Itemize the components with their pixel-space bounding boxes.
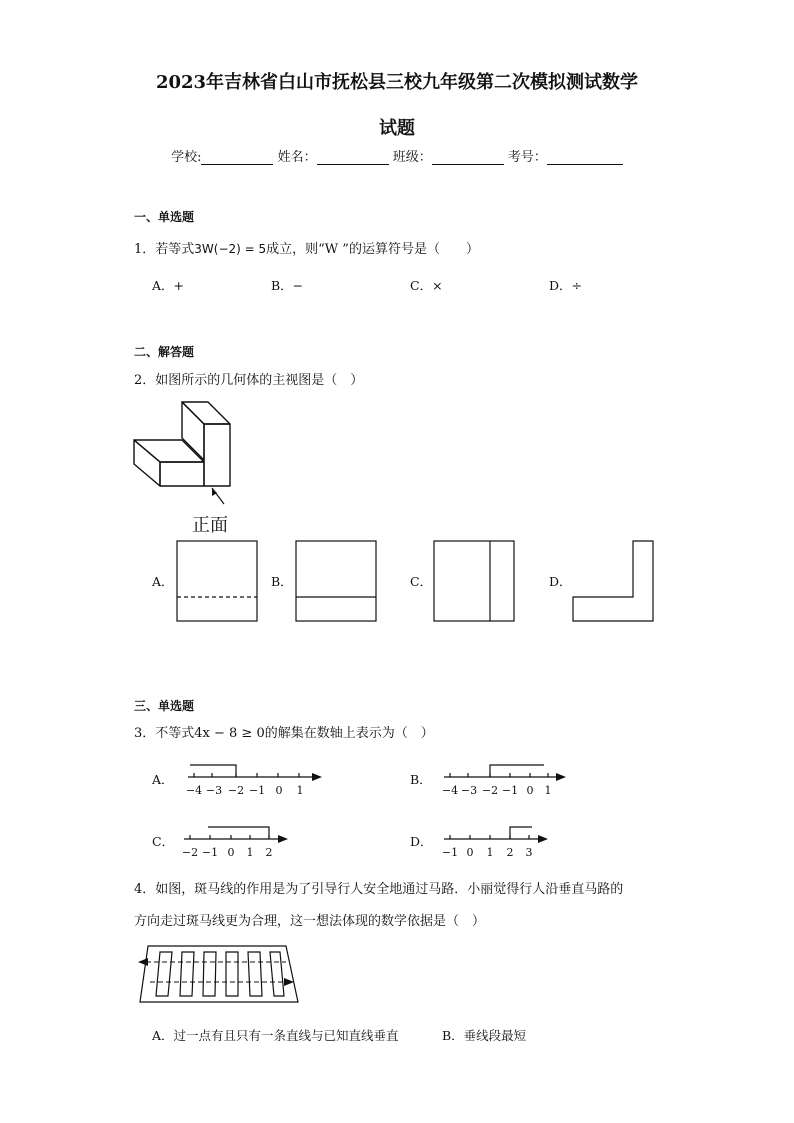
section-heading: 三、单选题 xyxy=(134,699,195,713)
q3-number-line-a[interactable] xyxy=(184,758,324,798)
name-blank[interactable] xyxy=(317,150,389,165)
tick-label: 1 xyxy=(296,784,304,797)
tick-label: −2 xyxy=(227,784,245,797)
question-2: 2．如图所示的几何体的主视图是（ ） xyxy=(134,373,364,388)
q3-option-c-label[interactable]: C． xyxy=(152,834,175,849)
q2-option-d-label[interactable]: D． xyxy=(549,574,572,589)
front-view-label: 正面 xyxy=(192,515,228,536)
tick-label: 0 xyxy=(227,846,235,859)
tick-label: −1 xyxy=(441,846,459,859)
question-4-line1: 4．如图，斑马线的作用是为了引导行人安全地通过马路．小丽觉得行人沿垂直马路的 xyxy=(134,882,624,897)
tick-label: −3 xyxy=(460,784,478,797)
q3-option-d-label[interactable]: D． xyxy=(410,834,433,849)
tick-label: 3 xyxy=(525,846,533,859)
question-3: 3．不等式4x − 8 ≥ 0的解集在数轴上表示为（ ） xyxy=(134,726,434,741)
class-label: 班级： xyxy=(392,150,432,165)
tick-label: −4 xyxy=(441,784,459,797)
q4-option-a[interactable]: A．过一点有且只有一条直线与已知直线垂直 xyxy=(152,1028,399,1043)
q1-formula: 3W(−2) = 5 xyxy=(194,242,267,256)
q2-option-a-figure[interactable] xyxy=(176,540,258,622)
section-heading: 一、单选题 xyxy=(134,210,195,224)
q4-option-b[interactable]: B．垂线段最短 xyxy=(442,1028,527,1043)
school-blank[interactable] xyxy=(201,150,273,165)
number-label: 考号： xyxy=(507,150,547,165)
l-shape-solid-figure xyxy=(130,398,240,510)
arrow-right-icon xyxy=(278,835,288,843)
q1-suffix: 成立，则“W ”的运算符号是（ ） xyxy=(266,242,479,257)
tick-label: −3 xyxy=(205,784,223,797)
q1-option-d[interactable]: D．÷ xyxy=(549,278,582,293)
q2-option-a-label[interactable]: A． xyxy=(152,574,174,589)
name-label: 姓名： xyxy=(277,150,317,165)
arrow-left-icon xyxy=(138,958,148,966)
arrow-right-icon xyxy=(284,978,294,986)
tick-label: −1 xyxy=(501,784,519,797)
tick-label: −1 xyxy=(248,784,266,797)
page-title-line2: 试题 xyxy=(379,118,415,139)
tick-label: 1 xyxy=(246,846,254,859)
q3-number-line-d[interactable] xyxy=(440,820,552,860)
tick-label: −2 xyxy=(481,784,499,797)
number-blank[interactable] xyxy=(547,150,623,165)
q1-option-b[interactable]: B．− xyxy=(271,278,304,293)
q1-option-c[interactable]: C．× xyxy=(410,278,443,293)
tick-label: 0 xyxy=(466,846,474,859)
arrow-head-icon xyxy=(212,488,217,496)
q3-option-b-label[interactable]: B． xyxy=(410,772,432,787)
tick-label: 2 xyxy=(265,846,273,859)
q3-number-line-b[interactable] xyxy=(440,758,572,798)
arrow-right-icon xyxy=(538,835,548,843)
q2-option-b-label[interactable]: B． xyxy=(271,574,293,589)
tick-label: 1 xyxy=(486,846,494,859)
tick-label: 0 xyxy=(526,784,534,797)
q2-option-c-label[interactable]: C． xyxy=(410,574,433,589)
q3-option-a-label[interactable]: A． xyxy=(152,772,174,787)
q2-option-c-figure[interactable] xyxy=(433,540,515,622)
arrow-right-icon xyxy=(556,773,566,781)
question-4-line2: 方向走过斑马线更为合理，这一想法体现的数学依据是（ ） xyxy=(134,914,486,929)
q2-option-d-figure[interactable] xyxy=(572,540,654,622)
q1-prefix: 1．若等式 xyxy=(134,242,195,257)
student-info-line xyxy=(0,146,794,165)
tick-label: −4 xyxy=(185,784,203,797)
tick-label: 1 xyxy=(544,784,552,797)
q1-option-a[interactable]: A．+ xyxy=(152,278,185,293)
q2-option-b-figure[interactable] xyxy=(295,540,377,622)
page-title: 2023年吉林省白山市抚松县三校九年级第二次模拟测试数学 xyxy=(155,72,639,93)
question-1 xyxy=(134,238,479,257)
school-label: 学校: xyxy=(171,150,202,165)
tick-label: −1 xyxy=(201,846,219,859)
q3-number-line-c[interactable] xyxy=(180,820,292,860)
zebra-crossing-figure xyxy=(136,942,302,1008)
section-heading: 二、解答题 xyxy=(134,345,195,359)
tick-label: 2 xyxy=(506,846,514,859)
class-blank[interactable] xyxy=(432,150,504,165)
arrow-right-icon xyxy=(312,773,322,781)
tick-label: 0 xyxy=(275,784,283,797)
tick-label: −2 xyxy=(181,846,199,859)
